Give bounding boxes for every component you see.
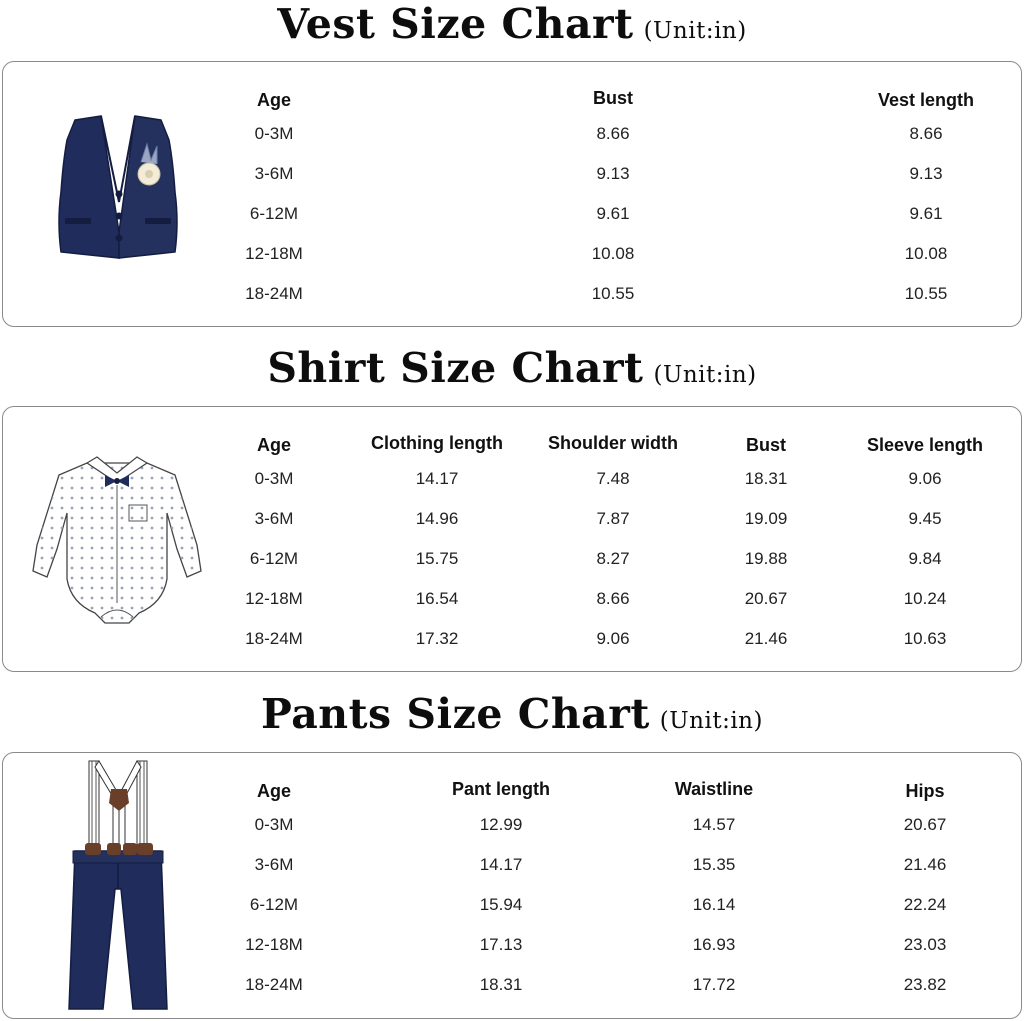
shirt-cell-bust: 20.67 [744,589,788,608]
vest-cell-age: 0-3M [254,124,294,143]
pants-cell-pant-length: 14.17 [479,855,523,874]
shirt-title-text: Shirt Size Chart [267,344,644,392]
vest-header-bust: Bust [593,88,633,108]
pants-cell-hips: 20.67 [903,815,947,834]
pants-header-waistline: Waistline [674,779,754,799]
vest-cell-bust: 9.13 [596,164,630,183]
shirt-cell-sleeve-length: 10.63 [903,629,947,648]
shirt-cell-clothing-length: 17.32 [415,629,459,648]
pants-cell-age: 6-12M [249,895,299,914]
shirt-cell-clothing-length: 14.96 [415,509,459,528]
pants-cell-pant-length: 15.94 [479,895,523,914]
vest-cell-age: 3-6M [254,164,294,183]
shirt-cell-age: 12-18M [245,589,303,608]
pants-cell-age: 12-18M [245,935,303,954]
vest-cell-age: 6-12M [249,204,299,223]
shirt-unit-label: (Unit:in) [653,362,757,388]
vest-cell-vest-length: 9.13 [909,164,943,183]
vest-cell-age: 18-24M [245,284,303,303]
shirt-header-bust: Bust [746,435,786,455]
shirt-cell-sleeve-length: 10.24 [903,589,947,608]
pants-unit-label: (Unit:in) [659,708,763,734]
pants-cell-waistline: 14.57 [692,815,736,834]
pants-title-text: Pants Size Chart [261,690,650,738]
vest-cell-vest-length: 8.66 [909,124,943,143]
shirt-cell-sleeve-length: 9.45 [908,509,942,528]
shirt-header-age: Age [256,435,292,455]
shirt-cell-clothing-length: 15.75 [415,549,459,568]
shirt-cell-shoulder-width: 8.27 [596,549,630,568]
shirt-cell-shoulder-width: 7.48 [596,469,630,488]
vest-header-vest-length: Vest length [877,90,975,110]
vest-cell-vest-length: 9.61 [909,204,943,223]
shirt-illustration [27,453,207,629]
shirt-cell-shoulder-width: 8.66 [596,589,630,608]
shirt-cell-clothing-length: 14.17 [415,469,459,488]
pants-cell-waistline: 15.35 [692,855,736,874]
shirt-cell-sleeve-length: 9.84 [908,549,942,568]
vest-size-table [2,61,1022,327]
pants-size-table [2,752,1022,1019]
pants-cell-hips: 22.24 [903,895,947,914]
shirt-cell-sleeve-length: 9.06 [908,469,942,488]
vest-cell-age: 12-18M [245,244,303,263]
pants-cell-pant-length: 17.13 [479,935,523,954]
pants-cell-waistline: 17.72 [692,975,736,994]
shirt-header-sleeve-length: Sleeve length [866,435,984,455]
pants-cell-waistline: 16.14 [692,895,736,914]
pants-header-age: Age [256,781,292,801]
vest-cell-bust: 8.66 [596,124,630,143]
shirt-header-shoulder-width: Shoulder width [548,433,678,453]
pants-chart-title [0,690,1024,738]
vest-header-age: Age [256,90,292,110]
vest-cell-vest-length: 10.55 [904,284,948,303]
shirt-cell-age: 18-24M [245,629,303,648]
pants-cell-pant-length: 18.31 [479,975,523,994]
pants-header-hips: Hips [905,781,945,801]
vest-cell-vest-length: 10.08 [904,244,948,263]
shirt-cell-age: 3-6M [254,509,294,528]
shirt-cell-shoulder-width: 9.06 [596,629,630,648]
vest-cell-bust: 10.08 [591,244,635,263]
shirt-header-clothing-length: Clothing length [371,433,503,453]
shirt-cell-clothing-length: 16.54 [415,589,459,608]
pants-cell-hips: 21.46 [903,855,947,874]
vest-unit-label: (Unit:in) [643,18,747,44]
shirt-cell-age: 6-12M [249,549,299,568]
shirt-cell-shoulder-width: 7.87 [596,509,630,528]
vest-cell-bust: 9.61 [596,204,630,223]
vest-chart-title [0,0,1024,48]
shirt-cell-bust: 18.31 [744,469,788,488]
pants-cell-age: 18-24M [245,975,303,994]
vest-title-text: Vest Size Chart [277,0,634,48]
pants-cell-waistline: 16.93 [692,935,736,954]
shirt-chart-title [0,344,1024,392]
pants-cell-hips: 23.82 [903,975,947,994]
vest-illustration [53,112,183,262]
pants-header-pant-length: Pant length [452,779,550,799]
vest-cell-bust: 10.55 [591,284,635,303]
pants-cell-age: 0-3M [254,815,294,834]
pants-cell-pant-length: 12.99 [479,815,523,834]
pants-illustration [57,759,177,1011]
pants-cell-hips: 23.03 [903,935,947,954]
shirt-cell-bust: 19.88 [744,549,788,568]
shirt-cell-bust: 21.46 [744,629,788,648]
shirt-cell-age: 0-3M [254,469,294,488]
shirt-size-table [2,406,1022,672]
shirt-cell-bust: 19.09 [744,509,788,528]
pants-cell-age: 3-6M [254,855,294,874]
